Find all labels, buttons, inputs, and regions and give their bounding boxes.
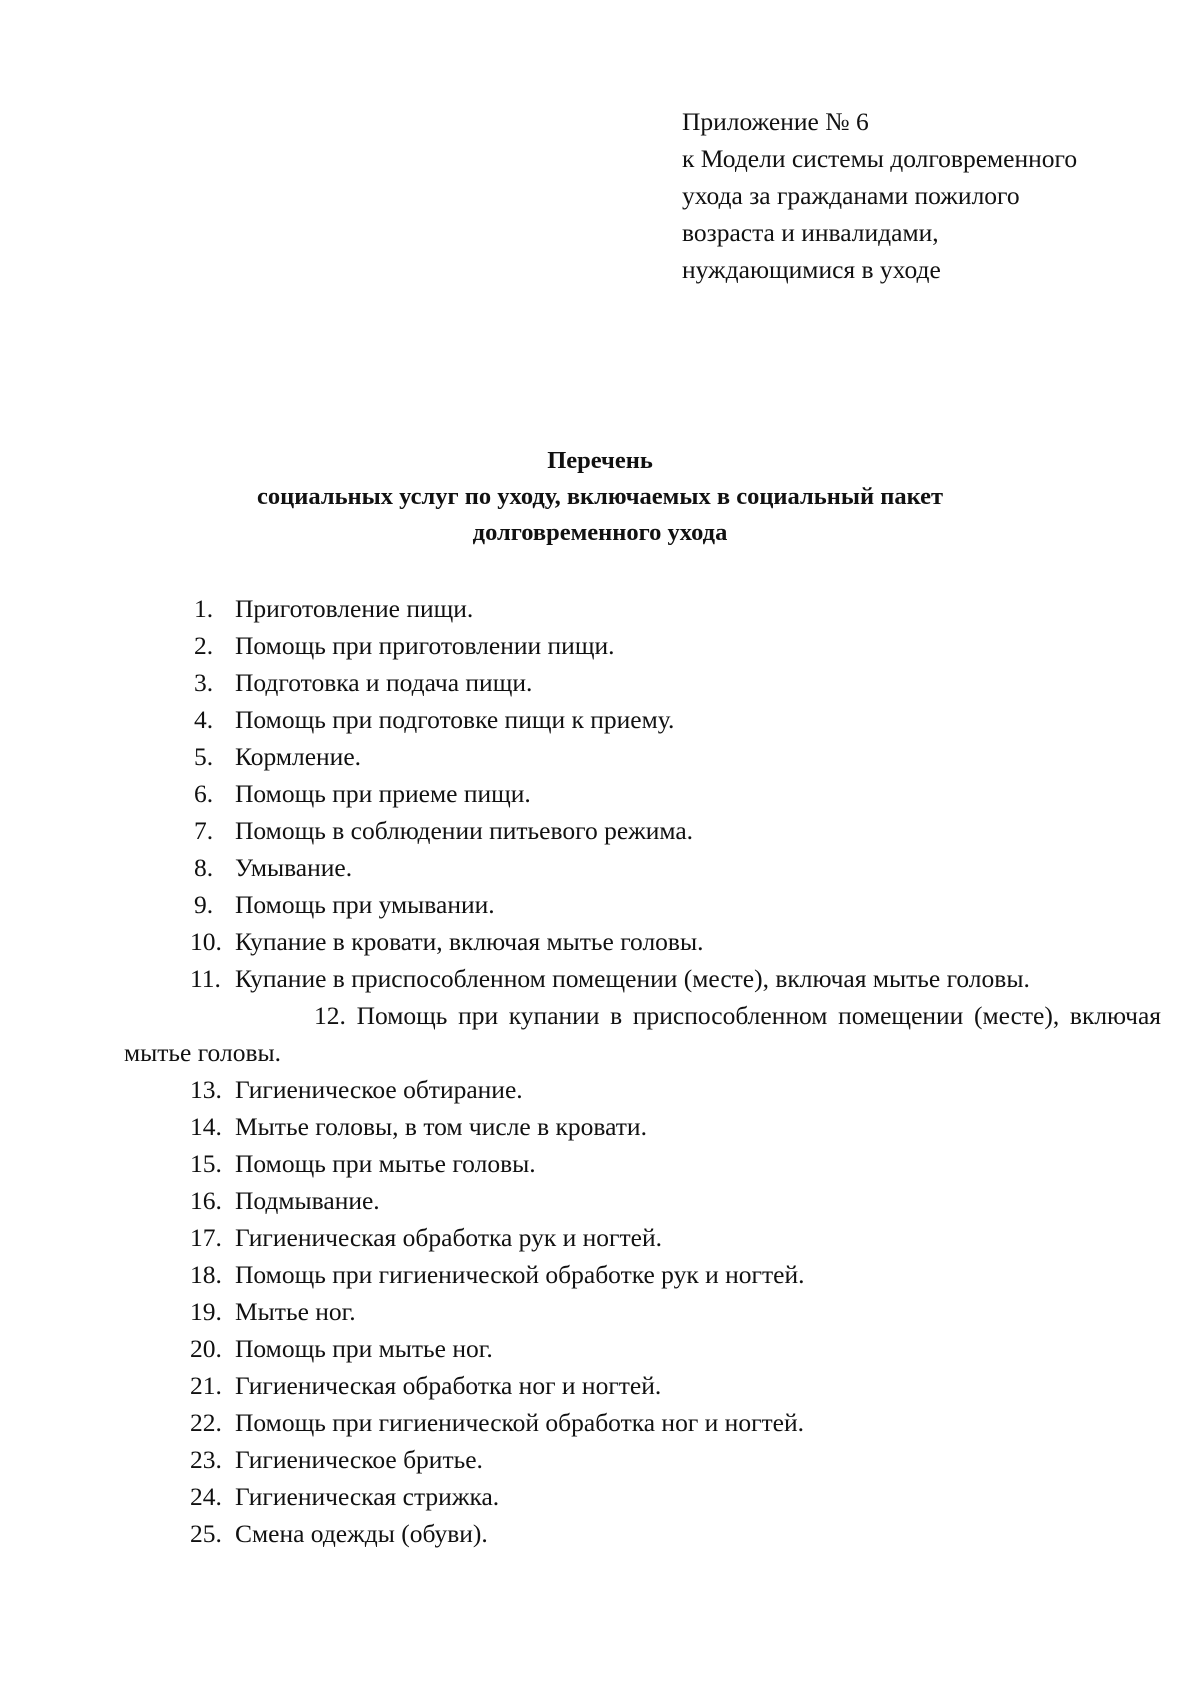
title-line: Перечень xyxy=(547,447,653,474)
document-title xyxy=(0,443,1200,551)
item-text: Гигиеническая обработка рук и ногтей. xyxy=(235,1223,662,1252)
item-number: 13. xyxy=(190,1075,222,1104)
item-number: 10. xyxy=(190,927,222,956)
list-item xyxy=(0,1367,1200,1404)
item-text: Гигиеническое обтирание. xyxy=(235,1075,523,1104)
list-item xyxy=(0,664,1200,701)
item-text: Помощь при гигиенической обработка ног и ногтей. xyxy=(235,1408,805,1437)
list-item xyxy=(0,775,1200,812)
item-text: Помощь при гигиенической обработке рук и ногтей. xyxy=(235,1260,805,1289)
item-number: 2. xyxy=(194,631,214,660)
list-item xyxy=(0,1441,1200,1478)
item-number: 20. xyxy=(190,1334,222,1363)
item-text: Помощь при приеме пищи. xyxy=(235,779,531,808)
list-item xyxy=(0,812,1200,849)
list-item xyxy=(0,1145,1200,1182)
item-number: 8. xyxy=(194,853,214,882)
item-text: Смена одежды (обуви). xyxy=(235,1519,488,1548)
item-number: 15. xyxy=(190,1149,222,1178)
item-text: Подмывание. xyxy=(235,1186,380,1215)
item-text: Гигиеническая обработка ног и ногтей. xyxy=(235,1371,662,1400)
list-item xyxy=(0,1071,1200,1108)
list-item xyxy=(0,1478,1200,1515)
list-item xyxy=(0,886,1200,923)
item-number: 24. xyxy=(190,1482,222,1511)
item-number: 18. xyxy=(190,1260,222,1289)
item-text: Купание в приспособленном помещении (месте), включая мытье головы. xyxy=(235,964,1030,993)
appendix-line: Приложение № 6 xyxy=(682,107,869,136)
list-item xyxy=(0,1293,1200,1330)
item-number: 3. xyxy=(194,668,214,697)
item-text: Помощь при мытье ног. xyxy=(235,1334,493,1363)
item-text: Гигиеническая стрижка. xyxy=(235,1482,500,1511)
item-number: 6. xyxy=(194,779,214,808)
list-item xyxy=(0,1182,1200,1219)
title-line: социальных услуг по уходу, включаемых в социальный пакет xyxy=(257,483,943,510)
item-number: 16. xyxy=(190,1186,222,1215)
item-number: 17. xyxy=(190,1223,222,1252)
item-number: 25. xyxy=(190,1519,222,1548)
item-number: 23. xyxy=(190,1445,222,1474)
item-text: Помощь в соблюдении питьевого режима. xyxy=(235,816,694,845)
item-number: 11. xyxy=(190,964,221,993)
item-text: Помощь при умывании. xyxy=(235,890,495,919)
title-line: долговременного ухода xyxy=(472,519,728,546)
item-text: Мытье головы, в том числе в кровати. xyxy=(235,1112,647,1141)
item-text: Помощь при приготовлении пищи. xyxy=(235,631,615,660)
item-number: 4. xyxy=(194,705,214,734)
appendix-note xyxy=(682,103,1182,288)
item-number: 9. xyxy=(194,890,214,919)
item-number: 22. xyxy=(190,1408,222,1437)
list-item xyxy=(0,1515,1200,1552)
appendix-line: возраста и инвалидами, xyxy=(682,218,939,247)
services-list xyxy=(0,590,1200,1552)
item-number: 5. xyxy=(194,742,214,771)
item-number: 1. xyxy=(194,594,214,623)
item-text: Помощь при купании в приспособленном помещении (месте), включая мытье головы. xyxy=(124,1001,1162,1067)
item-text: Помощь при подготовке пищи к приему. xyxy=(235,705,675,734)
item-text: Мытье ног. xyxy=(235,1297,356,1326)
list-item xyxy=(124,997,1200,1071)
list-item xyxy=(0,1330,1200,1367)
item-number: 7. xyxy=(194,816,214,845)
list-item xyxy=(0,1256,1200,1293)
item-number: 19. xyxy=(190,1297,222,1326)
list-item xyxy=(0,738,1200,775)
appendix-line: ухода за гражданами пожилого xyxy=(682,181,1020,210)
item-text: Умывание. xyxy=(235,853,353,882)
item-text: Помощь при мытье головы. xyxy=(235,1149,536,1178)
list-item xyxy=(0,1219,1200,1256)
item-text: Гигиеническое бритье. xyxy=(235,1445,483,1474)
item-number: 21. xyxy=(190,1371,222,1400)
item-number: 14. xyxy=(190,1112,222,1141)
list-item xyxy=(0,1108,1200,1145)
list-item xyxy=(0,701,1200,738)
list-item xyxy=(0,590,1200,627)
item-text: Приготовление пищи. xyxy=(235,594,474,623)
list-item xyxy=(0,923,1200,960)
list-item xyxy=(0,627,1200,664)
item-number: 12. xyxy=(314,1001,346,1030)
list-item xyxy=(0,960,1200,997)
appendix-line: к Модели системы долговременного xyxy=(682,144,1078,173)
list-item xyxy=(0,849,1200,886)
item-text: Купание в кровати, включая мытье головы. xyxy=(235,927,704,956)
item-text: Подготовка и подача пищи. xyxy=(235,668,533,697)
list-item xyxy=(0,1404,1200,1441)
item-text: Кормление. xyxy=(235,742,362,771)
appendix-line: нуждающимися в уходе xyxy=(682,255,941,284)
